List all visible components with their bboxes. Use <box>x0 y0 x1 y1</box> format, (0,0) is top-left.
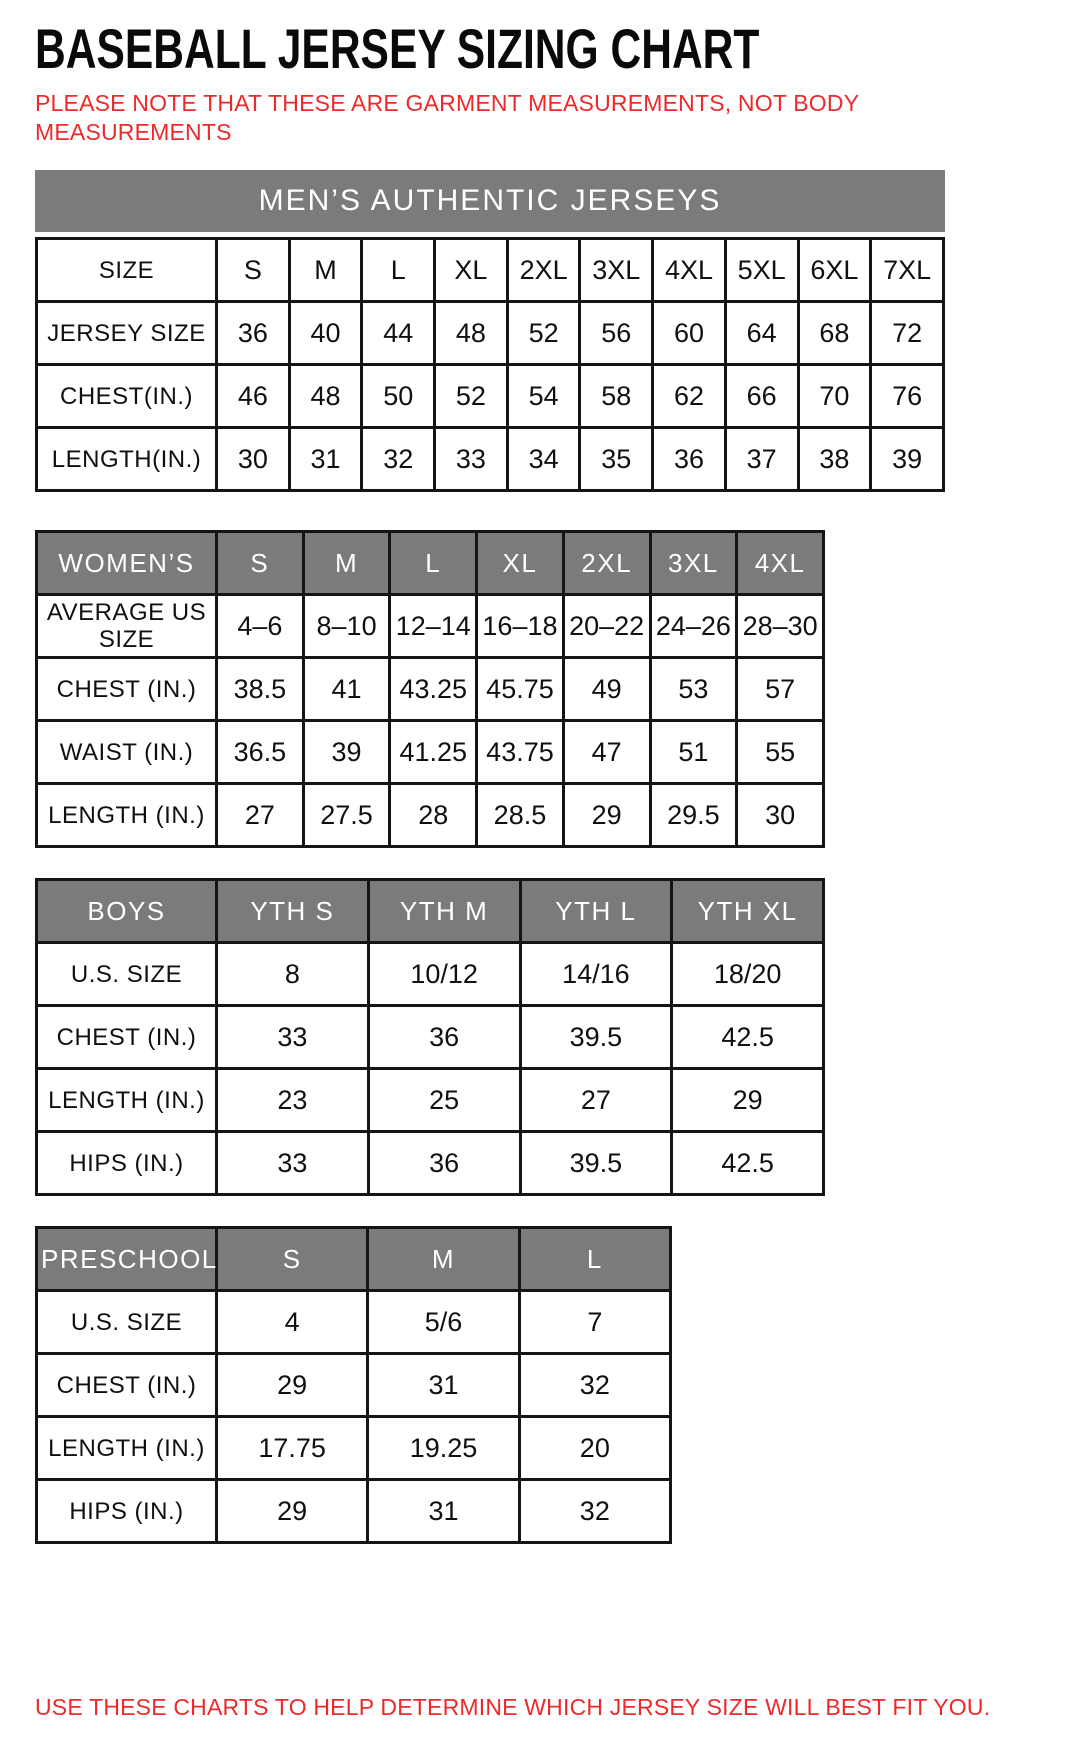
table-cell: S <box>217 239 290 302</box>
table-header-cell: YTH S <box>217 880 369 943</box>
fit-advice-note: USE THESE CHARTS TO HELP DETERMINE WHICH JERSEY SIZE WILL BEST FIT YOU. <box>35 1694 991 1721</box>
table-cell: 39 <box>871 428 944 491</box>
table-row <box>37 1417 671 1480</box>
table-cell: 33 <box>217 1006 369 1069</box>
table-cell: 36.5 <box>217 721 304 784</box>
preschool-jerseys-section <box>35 1226 1042 1544</box>
table-header-cell: 2XL <box>563 532 650 595</box>
table-row <box>37 595 824 658</box>
table-cell: 36 <box>368 1132 520 1195</box>
page-title-text: BASEBALL JERSEY SIZING CHART <box>35 17 760 80</box>
table-cell: 49 <box>563 658 650 721</box>
table-cell: 7 <box>519 1291 670 1354</box>
table-cell: 20–22 <box>563 595 650 658</box>
table-cell: 27 <box>520 1069 672 1132</box>
table-cell: 41 <box>303 658 390 721</box>
table-cell: 30 <box>217 428 290 491</box>
table-cell: 68 <box>798 302 871 365</box>
row-label: HIPS (IN.) <box>37 1132 217 1195</box>
table-row <box>37 1006 824 1069</box>
table-cell: 50 <box>362 365 435 428</box>
table-header-label: PRESCHOOL <box>37 1228 217 1291</box>
table-cell: 42.5 <box>672 1006 824 1069</box>
table-header-cell: M <box>368 1228 519 1291</box>
table-header-row <box>37 1228 671 1291</box>
table-header-cell: M <box>303 532 390 595</box>
table-row <box>37 1354 671 1417</box>
row-label: JERSEY SIZE <box>37 302 217 365</box>
table-cell: 46 <box>217 365 290 428</box>
table-header-label: BOYS <box>37 880 217 943</box>
table-cell: 28.5 <box>477 784 564 847</box>
womens-jerseys-section <box>35 530 1042 848</box>
preschool-sizing-table <box>35 1226 672 1544</box>
womens-sizing-table <box>35 530 825 848</box>
row-label: CHEST(IN.) <box>37 365 217 428</box>
row-label: LENGTH (IN.) <box>37 1417 217 1480</box>
table-row <box>37 1069 824 1132</box>
table-cell: 76 <box>871 365 944 428</box>
row-label: CHEST (IN.) <box>37 1006 217 1069</box>
table-cell: 58 <box>580 365 653 428</box>
table-cell: 32 <box>519 1480 670 1543</box>
table-cell: 62 <box>653 365 726 428</box>
table-cell: 37 <box>725 428 798 491</box>
table-header-cell: 3XL <box>650 532 737 595</box>
table-cell: 3XL <box>580 239 653 302</box>
table-cell: 16–18 <box>477 595 564 658</box>
table-cell: 29 <box>217 1354 368 1417</box>
table-row <box>37 1480 671 1543</box>
table-cell: 33 <box>435 428 508 491</box>
table-cell: 8 <box>217 943 369 1006</box>
table-header-cell: XL <box>477 532 564 595</box>
table-row <box>37 658 824 721</box>
table-header-cell: L <box>519 1228 670 1291</box>
table-cell: 47 <box>563 721 650 784</box>
table-cell: 4XL <box>653 239 726 302</box>
table-cell: 52 <box>507 302 580 365</box>
table-cell: 53 <box>650 658 737 721</box>
row-label: U.S. SIZE <box>37 1291 217 1354</box>
table-cell: 27 <box>217 784 304 847</box>
table-cell: 32 <box>362 428 435 491</box>
table-cell: 17.75 <box>217 1417 368 1480</box>
table-cell: 36 <box>653 428 726 491</box>
table-cell: 51 <box>650 721 737 784</box>
row-label: U.S. SIZE <box>37 943 217 1006</box>
table-cell: 44 <box>362 302 435 365</box>
table-cell: 57 <box>737 658 824 721</box>
table-cell: 5XL <box>725 239 798 302</box>
table-cell: 32 <box>519 1354 670 1417</box>
table-cell: 31 <box>368 1480 519 1543</box>
table-cell: 2XL <box>507 239 580 302</box>
table-row <box>37 1291 671 1354</box>
table-cell: 38 <box>798 428 871 491</box>
row-label: WAIST (IN.) <box>37 721 217 784</box>
garment-measurements-note: PLEASE NOTE THAT THESE ARE GARMENT MEASUREMENTS, NOT BODY MEASUREMENTS <box>35 89 859 145</box>
table-cell: 29 <box>672 1069 824 1132</box>
table-cell: 39.5 <box>520 1132 672 1195</box>
table-header-cell: YTH L <box>520 880 672 943</box>
table-cell: 60 <box>653 302 726 365</box>
table-cell: 43.75 <box>477 721 564 784</box>
table-cell: 19.25 <box>368 1417 519 1480</box>
table-cell: 28 <box>390 784 477 847</box>
table-cell: 5/6 <box>368 1291 519 1354</box>
table-cell: 72 <box>871 302 944 365</box>
table-cell: 6XL <box>798 239 871 302</box>
table-cell: 48 <box>435 302 508 365</box>
table-row <box>37 365 944 428</box>
table-row <box>37 943 824 1006</box>
table-header-label: WOMEN’S <box>37 532 217 595</box>
table-cell: 31 <box>289 428 362 491</box>
table-cell: 40 <box>289 302 362 365</box>
table-cell: 25 <box>368 1069 520 1132</box>
table-cell: 70 <box>798 365 871 428</box>
table-cell: 31 <box>368 1354 519 1417</box>
table-cell: L <box>362 239 435 302</box>
table-row <box>37 1132 824 1195</box>
row-label: CHEST (IN.) <box>37 1354 217 1417</box>
table-cell: 34 <box>507 428 580 491</box>
mens-banner: MEN’S AUTHENTIC JERSEYS <box>35 170 945 232</box>
table-cell: 10/12 <box>368 943 520 1006</box>
table-header-cell: 4XL <box>737 532 824 595</box>
table-cell: 33 <box>217 1132 369 1195</box>
table-cell: 45.75 <box>477 658 564 721</box>
table-cell: 29 <box>563 784 650 847</box>
table-cell: 30 <box>737 784 824 847</box>
table-cell: 20 <box>519 1417 670 1480</box>
table-header-row <box>37 880 824 943</box>
page-title <box>35 17 1042 80</box>
table-header-row <box>37 532 824 595</box>
table-cell: 29.5 <box>650 784 737 847</box>
table-header-cell: YTH XL <box>672 880 824 943</box>
row-label: SIZE <box>37 239 217 302</box>
row-label: CHEST (IN.) <box>37 658 217 721</box>
row-label: LENGTH(IN.) <box>37 428 217 491</box>
table-cell: XL <box>435 239 508 302</box>
table-cell: 14/16 <box>520 943 672 1006</box>
table-cell: 56 <box>580 302 653 365</box>
table-cell: 8–10 <box>303 595 390 658</box>
table-cell: 48 <box>289 365 362 428</box>
table-cell: 38.5 <box>217 658 304 721</box>
table-cell: 18/20 <box>672 943 824 1006</box>
table-header-cell: S <box>217 1228 368 1291</box>
table-row <box>37 784 824 847</box>
table-cell: 43.25 <box>390 658 477 721</box>
boys-sizing-table <box>35 878 825 1196</box>
table-row <box>37 721 824 784</box>
table-cell: 29 <box>217 1480 368 1543</box>
table-row <box>37 428 944 491</box>
table-cell: 42.5 <box>672 1132 824 1195</box>
table-cell: M <box>289 239 362 302</box>
table-cell: 64 <box>725 302 798 365</box>
table-cell: 36 <box>368 1006 520 1069</box>
table-cell: 55 <box>737 721 824 784</box>
table-cell: 66 <box>725 365 798 428</box>
table-header-cell: L <box>390 532 477 595</box>
table-cell: 41.25 <box>390 721 477 784</box>
table-cell: 52 <box>435 365 508 428</box>
table-row <box>37 302 944 365</box>
table-cell: 7XL <box>871 239 944 302</box>
table-cell: 12–14 <box>390 595 477 658</box>
table-cell: 54 <box>507 365 580 428</box>
table-cell: 36 <box>217 302 290 365</box>
row-label: HIPS (IN.) <box>37 1480 217 1543</box>
table-cell: 4 <box>217 1291 368 1354</box>
table-cell: 39 <box>303 721 390 784</box>
table-row <box>37 239 944 302</box>
table-cell: 4–6 <box>217 595 304 658</box>
table-header-cell: S <box>217 532 304 595</box>
boys-jerseys-section <box>35 878 1042 1196</box>
table-cell: 23 <box>217 1069 369 1132</box>
mens-sizing-table <box>35 237 945 492</box>
table-cell: 24–26 <box>650 595 737 658</box>
mens-jerseys-section <box>35 170 1042 492</box>
row-label: LENGTH (IN.) <box>37 1069 217 1132</box>
table-cell: 39.5 <box>520 1006 672 1069</box>
table-cell: 35 <box>580 428 653 491</box>
row-label: LENGTH (IN.) <box>37 784 217 847</box>
table-cell: 27.5 <box>303 784 390 847</box>
row-label: AVERAGE US SIZE <box>37 595 217 658</box>
table-cell: 28–30 <box>737 595 824 658</box>
table-header-cell: YTH M <box>368 880 520 943</box>
